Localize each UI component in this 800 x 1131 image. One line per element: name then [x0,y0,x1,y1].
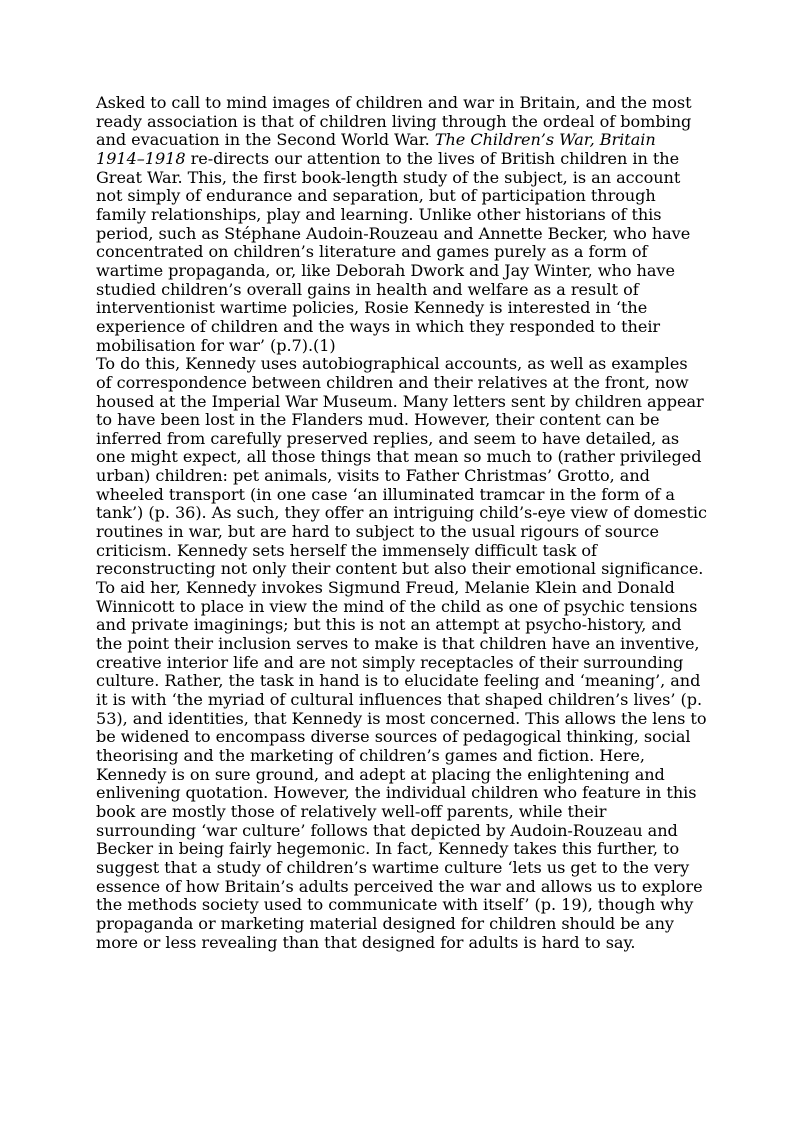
paragraph-1-intro: Asked to call to mind images of children and war in Britain, and the most ready association is that of children living through the ordeal of bombing and evacuation in the Second World War. [96,93,692,150]
paragraph-1 [96,94,708,355]
book-title: The Children’s War, Britain 1914–1918 [96,130,656,168]
document-body [96,94,708,952]
paragraph-1-rest: re-directs our attention to the lives of British children in the Great War. This, the first book-length study of the subject, is an account not simply of endurance and separation, but of participation through family relationships, play and learning. Unlike other historians of this period, such as Stéphane Audoin-Rouzeau and Annette Becker, who have concentrated on children’s literature and games purely as a form of wartime propaganda, or, like Deborah Dwork and Jay Winter, who have studied children’s overall gains in health and welfare as a result of interventionist wartime policies, Rosie Kennedy is interested in ‘the experience of children and the ways in which they responded to their mobilisation for war’ (p.7).(1) [96,148,691,355]
paragraph-2: To do this, Kennedy uses autobiographical accounts, as well as examples of correspondence between children and their relatives at the front, now housed at the Imperial War Museum. Many letters sent by children appear to have been lost in the Flanders mud. However, their content can be inferred from carefully preserved replies, and seem to have detailed, as one might expect, all those things that mean so much to (rather privileged urban) children: pet animals, visits to Father Christmas’ Grotto, and wheeled transport (in one case ‘an illuminated tramcar in the form of a tank’) (p. 36). As such, they offer an intriguing child’s-eye view of domestic routines in war, but are hard to subject to the usual rigours of source criticism. Kennedy sets herself the immensely difficult task of reconstructing not only their content but also their emotional significance. [96,354,707,579]
paragraph-3: To aid her, Kennedy invokes Sigmund Freud, Melanie Klein and Donald Winnicott to place in view the mind of the child as one of psychic tensions and private imaginings; but this is not an attempt at psycho-history, and the point their inclusion serves to make is that children have an inventive, creative interior life and are not simply receptacles of their surrounding culture. Rather, the task in hand is to elucidate feeling and ‘meaning’, and it is with ‘the myriad of cultural influences that shaped children’s lives’ (p. 53), and identities, that Kennedy is most concerned. This allows the lens to be widened to encompass diverse sources of pedagogical thinking, social theorising and the marketing of children’s games and fiction. Here, Kennedy is on sure ground, and adept at placing the enlightening and enlivening quotation. However, the individual children who feature in this book are mostly those of relatively well-off parents, while their surrounding ‘war culture’ follows that depicted by Audoin-Rouzeau and Becker in being fairly hegemonic. In fact, Kennedy takes this further, to suggest that a study of children’s wartime culture ‘lets us get to the very essence of how Britain’s adults perceived the war and allows us to explore the methods society used to communicate with itself’ (p. 19), though why propaganda or marketing material designed for children should be any more or less revealing than that designed for adults is hard to say. [96,578,707,952]
